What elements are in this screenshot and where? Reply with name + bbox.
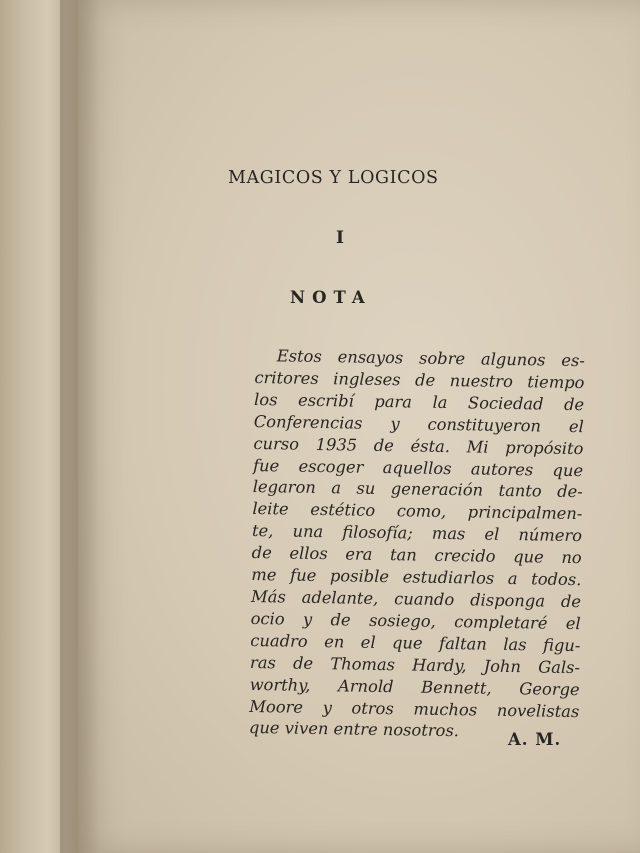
body-line: que viven entre nosotros. — [248, 718, 460, 741]
body-line: curso 1935 de ésta. Mi propósito — [253, 433, 584, 458]
body-line: los escribí para la Sociedad de — [253, 389, 585, 414]
body-line: cuadro en el que faltan las figu- — [250, 630, 581, 655]
author-signature: A. M. — [508, 730, 562, 749]
gutter-shadow — [60, 0, 100, 853]
body-line: legaron a su generación tanto de- — [252, 477, 583, 502]
body-line: fue escoger aquellos autores que — [252, 455, 584, 480]
body-line: de ellos era tan crecido que no — [251, 543, 582, 568]
page-title: MAGICOS Y LOGICOS — [228, 168, 439, 188]
body-line: Más adelante, cuando disponga de — [250, 586, 582, 612]
section-heading: NOTA — [290, 288, 372, 307]
body-line: leite estético como, principalmen- — [252, 499, 583, 524]
body-line: Moore y otros muchos novelistas — [249, 696, 580, 721]
body-line: Estos ensayos sobre algunos es- — [276, 346, 585, 371]
body-line: me fue posible estudiarlos a todos. — [251, 565, 582, 590]
body-line: ocio y de sosiego, completaré el — [250, 608, 581, 634]
note-body — [249, 345, 585, 744]
body-line: critores ingleses de nuestro tiempo — [254, 367, 585, 393]
section-number: I — [336, 228, 344, 248]
body-line: worthy, Arnold Bennett, George — [249, 674, 580, 699]
body-line: ras de Thomas Hardy, John Gals- — [249, 652, 581, 677]
body-line: te, una filosofía; mas el número — [251, 521, 583, 546]
body-line: Conferencias y constituyeron el — [253, 411, 584, 436]
